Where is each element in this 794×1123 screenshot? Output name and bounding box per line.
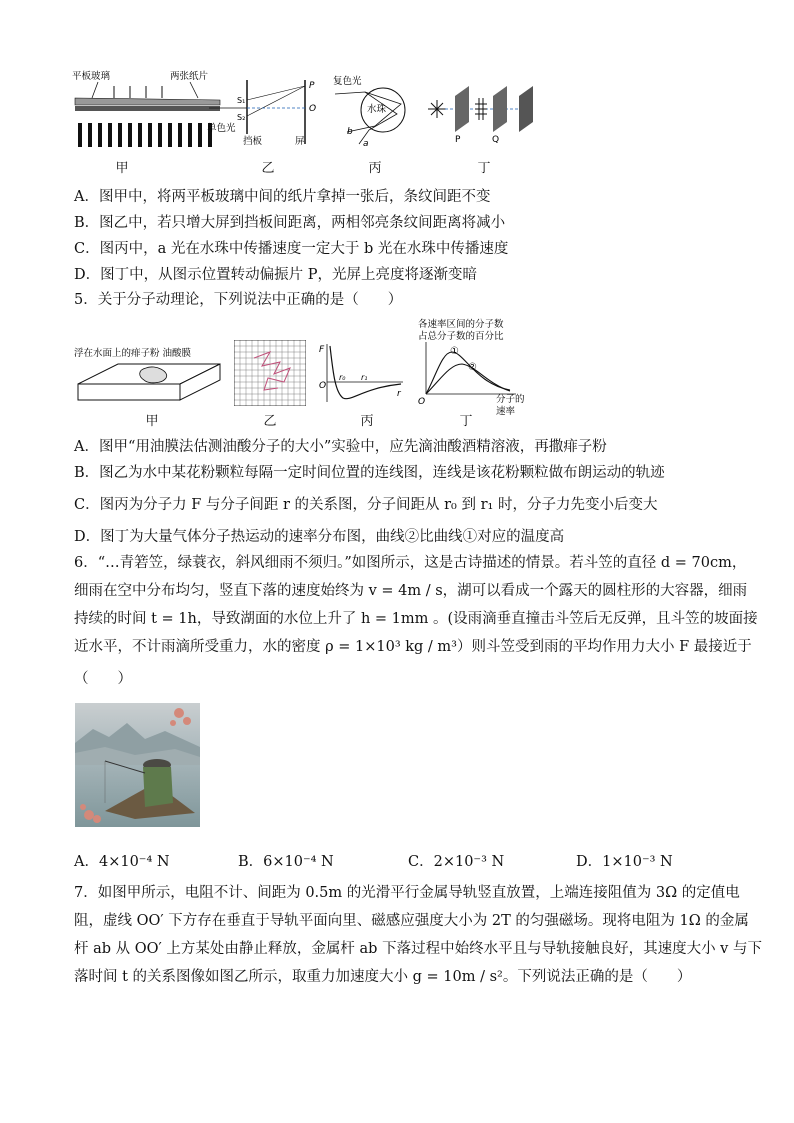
- q6-line-4: 近水平，不计雨滴所受重力，水的密度 ρ = 1×10³ kg / m³）则斗笠受到雨的平均作用力大小 F 最接近于: [74, 639, 752, 655]
- q7-line-2: 阻，虚线 OO′ 下方存在垂直于导轨平面向里、磁感应强度大小为 2T 的匀强磁场。现将电阻为 1Ω 的金属: [74, 913, 749, 929]
- painting-fisherman-rain: [75, 703, 200, 827]
- caption-bing-q5: 丙: [360, 414, 374, 429]
- label-dist-title1: 各速率区间的分子数: [418, 319, 504, 330]
- q5-option-a: A．图甲“用油膜法估测油酸分子的大小”实验中，应先滴油酸酒精溶液，再撒痱子粉: [74, 439, 607, 455]
- label-o: O: [309, 104, 317, 114]
- label-p: P: [309, 81, 315, 91]
- caption-ding-q5: 丁: [459, 414, 473, 429]
- figure-oil-film: [74, 344, 224, 406]
- figure-bing-water-drop: [325, 74, 415, 150]
- label-screen: 屏: [295, 136, 305, 147]
- label-powder-film: 浮在水面上的痱子粉 油酸膜: [74, 348, 192, 359]
- label-curve-2: ②: [468, 362, 477, 373]
- label-s2: S₂: [237, 113, 246, 122]
- q4-option-c: C．图丙中，a 光在水珠中传播速度一定大于 b 光在水珠中传播速度: [74, 241, 509, 257]
- label-dist-title2: 占总分子数的百分比: [418, 331, 504, 342]
- label-water-drop: 水珠: [367, 104, 387, 115]
- caption-bing-row1: 丙: [368, 161, 382, 176]
- label-ding-origin: O: [418, 397, 426, 407]
- label-f: F: [319, 345, 325, 355]
- q5-option-d: D．图丁为大量气体分子热运动的速率分布图，曲线②比曲线①对应的温度高: [74, 529, 565, 545]
- label-r0: r₀: [339, 373, 346, 382]
- caption-jia-row1: 甲: [115, 161, 129, 176]
- caption-yi-q5: 乙: [263, 414, 277, 429]
- q6-option-d: D．1×10⁻³ N: [576, 854, 673, 870]
- caption-ding-row1: 丁: [477, 161, 491, 176]
- label-monochromatic: 单色光: [207, 123, 236, 134]
- caption-yi-row1: 乙: [261, 161, 275, 176]
- q4-option-a: A．图甲中，将两平板玻璃中间的纸片拿掉一张后，条纹间距不变: [74, 189, 491, 205]
- q5-stem: 5．关于分子动理论，下列说法中正确的是（ ）: [74, 292, 403, 308]
- label-s1: S₁: [237, 96, 246, 105]
- q6-option-c: C．2×10⁻³ N: [408, 854, 505, 870]
- label-polarizer-p: P: [455, 135, 461, 144]
- q5-option-c: C．图丙为分子力 F 与分子间距 r 的关系图，分子间距从 r₀ 到 r₁ 时，分子力先变小后变大: [74, 497, 658, 513]
- label-curve-1: ①: [450, 346, 459, 357]
- label-barrier: 挡板: [243, 136, 263, 147]
- q6-option-b: B．6×10⁻⁴ N: [238, 854, 334, 870]
- figure-molecular-force: [317, 342, 405, 406]
- q6-line-2: 细雨在空中分布均匀，竖直下落的速度始终为 v = 4m / s，湖可以看成一个露天的圆柱形的大容器，细雨: [74, 583, 748, 599]
- caption-jia-q5: 甲: [145, 414, 159, 429]
- label-r: r: [397, 389, 401, 399]
- q6-line-5: （ ）: [74, 671, 132, 687]
- label-b: b: [347, 127, 353, 137]
- figure-ding-polarizer: [423, 82, 548, 144]
- q6-line-1: 6．“…青箬笠，绿蓑衣，斜风细雨不须归。”如图所示，这是古诗描述的情景。若斗笠的直径 d = 70cm，: [74, 555, 747, 571]
- q7-line-4: 落时间 t 的关系图像如图乙所示，取重力加速度大小 g = 10m / s²。下列说法正确的是（ ）: [74, 969, 692, 985]
- label-a: a: [363, 139, 369, 149]
- q6-option-a: A．4×10⁻⁴ N: [74, 854, 170, 870]
- figure-brownian-motion: [234, 340, 306, 406]
- figure-yi-double-slit: [205, 76, 325, 148]
- q7-line-3: 杆 ab 从 OO′ 上方某处由静止释放，金属杆 ab 下落过程中始终水平且与导轨接触良好，其速度大小 v 与下: [74, 941, 762, 957]
- q5-option-b: B．图乙为水中某花粉颗粒每隔一定时间位置的连线图，连线是该花粉颗粒做布朗运动的轨迹: [74, 465, 665, 481]
- q7-line-1: 7．如图甲所示，电阻不计、间距为 0.5m 的光滑平行金属导轨竖直放置，上端连接阻值为 3Ω 的定值电: [74, 885, 740, 901]
- q4-option-b: B．图乙中，若只增大屏到挡板间距离，两相邻亮条纹间距离将减小: [74, 215, 506, 231]
- label-r1: r₁: [361, 373, 368, 382]
- label-origin: O: [319, 381, 327, 391]
- q6-line-3: 持续的时间 t = 1h，导致湖面的水位上升了 h = 1mm 。(设雨滴垂直撞击斗笠后无反弹，且斗笠的坡面接: [74, 611, 758, 627]
- label-polarizer-q: Q: [492, 135, 500, 144]
- label-two-papers: 两张纸片: [170, 71, 209, 82]
- label-polychromatic: 复色光: [333, 76, 362, 87]
- q4-option-d: D．图丁中，从图示位置转动偏振片 P，光屏上亮度将逐渐变暗: [74, 267, 477, 283]
- label-x-axis-1: 分子的: [496, 394, 525, 405]
- figure-speed-distribution: [412, 318, 530, 420]
- label-plate-glass: 平板玻璃: [72, 71, 111, 82]
- label-x-axis-2: 速率: [496, 406, 516, 417]
